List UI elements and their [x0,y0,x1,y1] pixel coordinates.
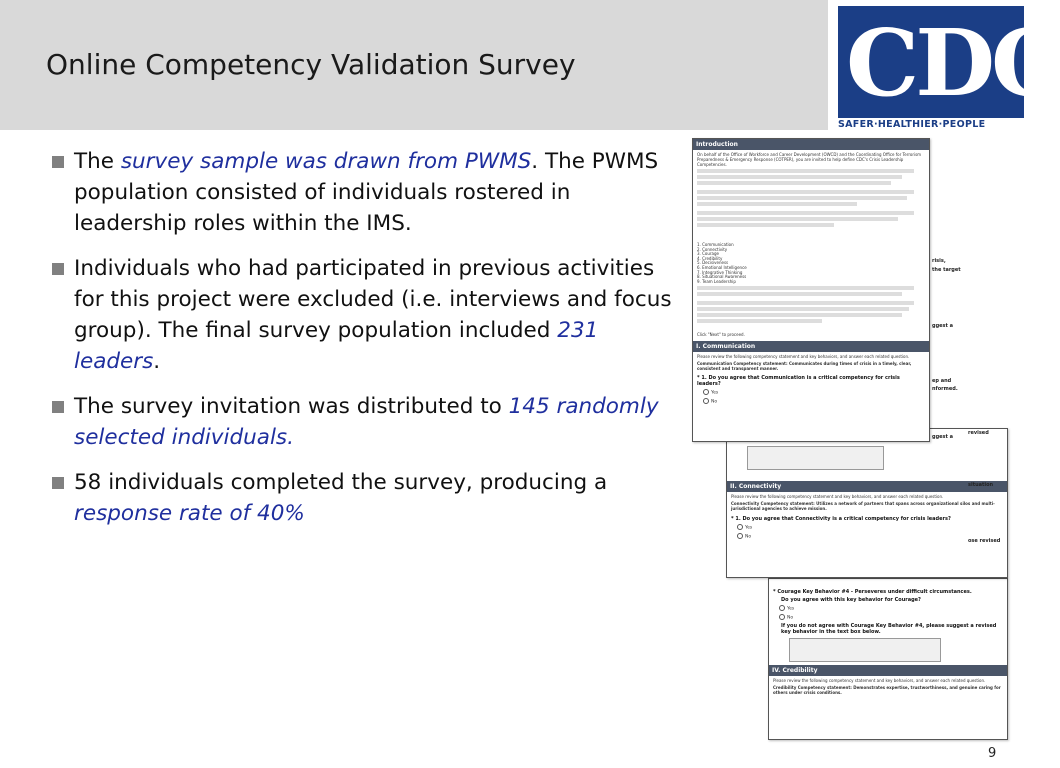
survey-fragment: the target [932,267,961,273]
cdc-logo-tagline: SAFER·HEALTHIER·PEOPLE [838,119,986,130]
cdc-logo-letters: CDC [846,9,1060,117]
survey-page-credibility [768,578,1008,740]
survey-body-text [697,169,925,241]
survey-question: Do you agree with this key behavior for Courage? [781,597,921,603]
bullet-square-icon [52,263,64,275]
survey-instructions [697,286,925,330]
survey-question: * 1. Do you agree that Communication is a critical competency for crisis leaders? [697,375,900,388]
bullet-square-icon [52,156,64,168]
survey-fragment: ggest a [932,434,954,440]
bullet-square-icon [52,401,64,413]
page-number: 9 [988,746,997,761]
survey-radio-no: No [737,533,997,541]
survey-text-box [747,446,884,470]
survey-radio-yes: Yes [737,524,997,532]
survey-fragment: risis, [932,258,946,264]
survey-page-connectivity [726,428,1008,578]
bullet-item: 58 individuals completed the survey, producing a response rate of 40% [50,467,675,529]
survey-radio-yes: Yes [703,389,919,397]
survey-next-text: Click "Next" to proceed. [697,332,745,338]
survey-statement: Connectivity Competency statement: Utilizes a network of partners that spans across organizational silos and multi-jurisdictional agencies to achieve mission. [731,501,995,511]
survey-fragment: ggest a [932,323,954,329]
slide-title: Online Competency Validation Survey [46,48,576,81]
survey-question: * 1. Do you agree that Connectivity is a critical competency for crisis leaders? [731,516,951,522]
survey-fragment: revised [968,430,989,436]
survey-section-bar: I. Communication [693,341,929,352]
survey-statement: Communication Competency statement: Communicates during times of crisis in a timely, clear, consistent and transparent manner. [697,361,912,372]
survey-text-box [789,638,941,662]
survey-behavior: * Courage Key Behavior #4 - Perseveres under difficult circumstances. [773,589,972,595]
bullet-list [50,146,675,543]
survey-fragment: situation [968,482,994,488]
bullet-square-icon [52,477,64,489]
survey-intro-bar: Introduction [693,139,929,150]
survey-fragment: nformed. [932,386,958,392]
survey-section-text: Please review the following competency statement and key behaviors, and answer each related question. [731,494,944,499]
survey-section-bar: II. Connectivity [727,481,1007,492]
survey-fragment: ose revised [968,538,1001,544]
survey-radio-no: No [703,398,919,406]
survey-intro-text: On behalf of the Office of Workforce and Career Development (OWCD) and the Coordinating Office for Terrorism Preparedness & Emergency Response (COTPER), you are invited to help define CDC's Crisis Leadership Competencies. [697,152,922,167]
survey-section-text: Please review the following competency statement and key behaviors, and answer each related question. [773,678,986,683]
survey-radio-yes: Yes [779,605,997,613]
bullet-item: The survey sample was drawn from PWMS. The PWMS population consisted of individuals rostered in leadership roles within the IMS. [50,146,675,239]
bullet-item: Individuals who had participated in previous activities for this project were excluded (i.e. interviews and focus group). The final survey population included 231 leaders. [50,253,675,377]
survey-fragment: ep and [932,378,952,384]
survey-section-bar: IV. Credibility [769,665,1007,676]
survey-competency-list: 1. Communication 2. Connectivity 3. Courage 4. Credibility 5. Decisiveness 6. Emotional Intelligence 7. Integrative Thinking 8. Situational Awareness 9. Team Leadership [697,242,747,284]
survey-page-introduction [692,138,930,442]
survey-statement: Credibility Competency statement: Demonstrates expertise, trustworthiness, and genuine caring for others under crisis conditions. [773,685,1001,695]
survey-section-text: Please review the following competency statement and key behaviors, and answer each related question. [697,354,910,360]
survey-radio-no: No [779,614,997,622]
survey-suggest: If you do not agree with Courage Key Behavior #4, please suggest a revised key behavior in the text box below. [781,623,997,635]
bullet-item: The survey invitation was distributed to 145 randomly selected individuals. [50,391,675,453]
